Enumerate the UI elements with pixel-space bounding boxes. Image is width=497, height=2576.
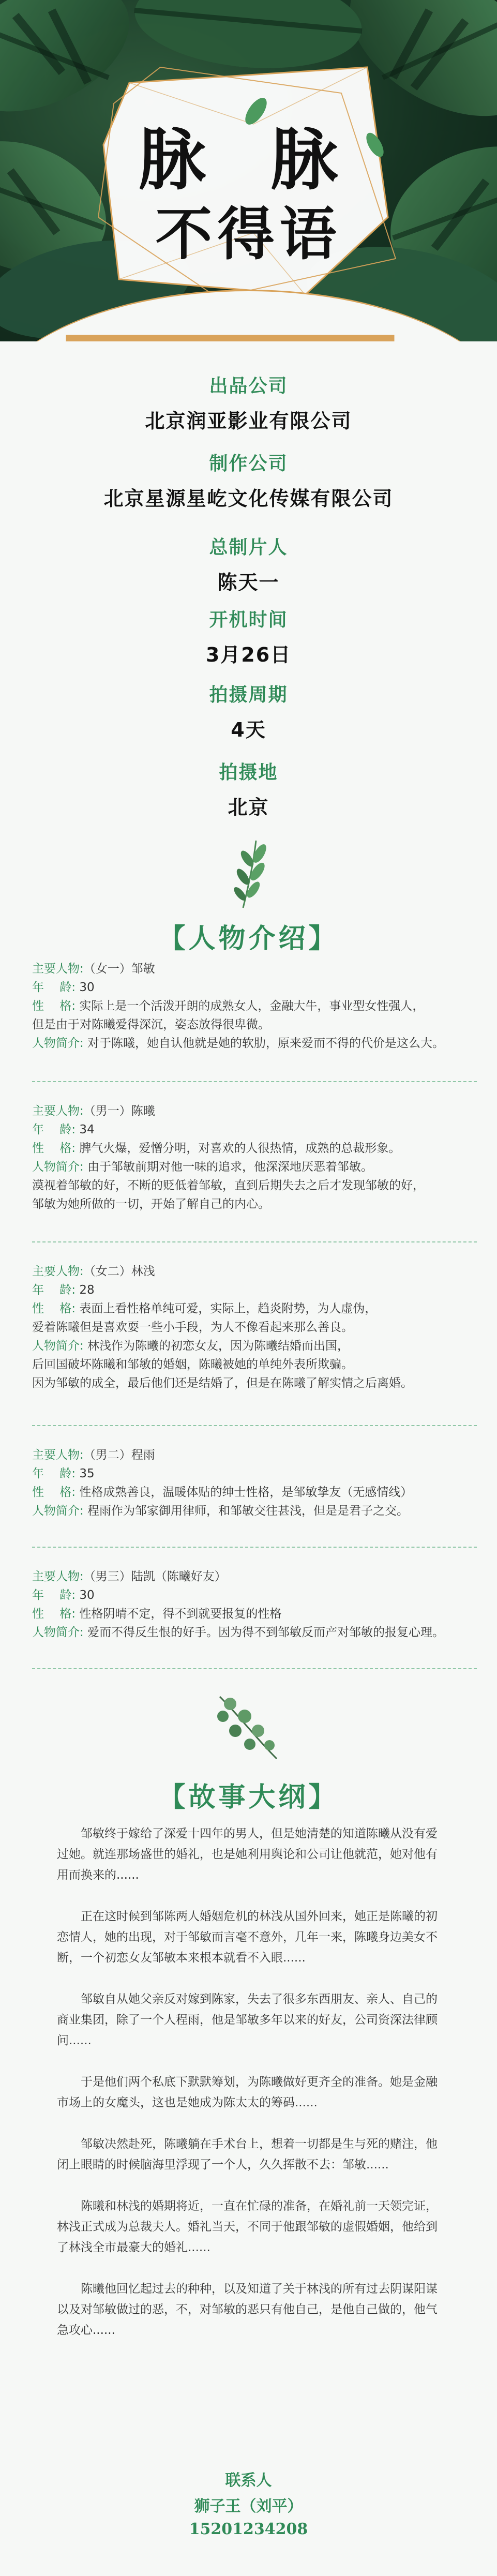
credit-production-company — [0, 371, 497, 433]
story-paragraph: 陈曦和林浅的婚期将近，一直在忙碌的准备，在婚礼前一天领完证，林浅正式成为总裁夫人。婚礼当天，不同于他跟邹敏的虚假婚姻，他给到了林浅全市最豪大的婚礼...... — [57, 2199, 438, 2254]
story-paragraph: 邹敏自从她父亲反对嫁到陈家，失去了很多东西朋友、亲人、自己的商业集团，除了一个人程雨，他是邹敏多年以来的好友，公司资深法律顾问...... — [57, 1993, 438, 2047]
story-paragraph: 于是他们两个私底下默默筹划，为陈曦做好更齐全的准备。她是金融市场上的女魔头，这也是她成为陈太太的筹码...... — [57, 2075, 438, 2109]
contact-phone[interactable]: 15201234208 — [189, 2520, 308, 2538]
credit-shoot-duration — [0, 680, 497, 742]
credit-label: 制作公司 — [209, 453, 288, 474]
credit-value: 北京 — [228, 796, 269, 819]
credit-value: 4天 — [231, 718, 266, 741]
leaf-sprig-icon — [228, 838, 274, 910]
credit-label: 总制片人 — [209, 537, 288, 558]
credit-producer-company — [0, 449, 497, 511]
poster-title-line1: 脉 脉 — [138, 120, 359, 199]
poster-title-line2: 不得语 — [155, 201, 342, 267]
section-divider — [32, 1425, 477, 1426]
credit-label: 出品公司 — [209, 376, 288, 397]
character-card-lu-kai: 主要人物:（男三）陆凯（陈曦好友） 年 龄: 30 性 格: 性格阴晴不定，得不到就要报复的性格 人物简介: 爱而不得反生恨的好手。因为得不到邹敏反而产对邹敏的报复心理。 — [32, 1570, 445, 1639]
credit-value: 北京星源星屹文化传媒有限公司 — [103, 487, 394, 510]
section-divider — [32, 1547, 477, 1548]
credit-value: 3月26日 — [205, 643, 292, 666]
eucalyptus-sprig-icon — [209, 1691, 287, 1764]
credit-value: 陈天一 — [217, 571, 280, 594]
credit-location — [0, 758, 497, 820]
hero-banner — [0, 0, 497, 341]
character-card-chen-xi: 主要人物:（男一）陈曦 年 龄: 34 性 格: 脾气火爆，爱憎分明，对喜欢的人很热情，成熟的总裁形象。 人物简介: 由于邹敏前期对他一味的追求，他深深地厌恶着邹敏。 漠视着邹敏的好，不断的贬低着邹敏，直到后期失去之后才发现邹敏的好， 邹敏为她所做的一切，开始了解自己的内心。 — [32, 1104, 425, 1211]
story-paragraph: 正在这时候到邹陈两人婚姻危机的林浅从国外回来，她正是陈曦的初恋情人，她的出现，对于邹敏而言毫不意外，几年一来，陈曦身边美女不断，一个初恋女友邹敏本来根本就看不入眼...... — [57, 1910, 438, 1965]
section-divider — [32, 1668, 477, 1669]
story-section-title: 【故事大纲】 — [158, 1782, 339, 1813]
story-paragraph: 邹敏决然赴死，陈曦躺在手术台上，想着一切都是生与死的赌注，他闭上眼睛的时候脑海里浮现了一个人，久久挥散不去：邹敏...... — [57, 2137, 438, 2171]
section-divider — [32, 1081, 477, 1082]
credit-value: 北京润亚影业有限公司 — [145, 410, 352, 432]
credit-executive-producer — [0, 533, 497, 595]
story-synopsis — [57, 1823, 445, 2361]
character-card-cheng-yu: 主要人物:（男二）程雨 年 龄: 35 性 格: 性格成熟善良，温暖体贴的绅士性格，是邹敏挚友（无感情线） 人物简介: 程雨作为邹家御用律师，和邹敏交往甚浅，但是是君子之交。 — [32, 1448, 413, 1518]
credit-label: 拍摄周期 — [209, 684, 288, 706]
characters-section-title: 【人物介绍】 — [158, 923, 339, 954]
credit-label: 拍摄地 — [219, 762, 278, 783]
story-paragraph: 陈曦他回忆起过去的种种，以及知道了关于林浅的所有过去阴谋阳谋以及对邹敏做过的恶，不，对邹敏的恶只有他自己，是他自己做的，他气急攻心...... — [57, 2282, 438, 2337]
credit-start-date — [0, 605, 497, 667]
contact-name: 狮子王（刘平） — [194, 2497, 303, 2515]
story-paragraph: 邹敏终于嫁给了深爱十四年的男人，但是她清楚的知道陈曦从没有爱过她。就连那场盛世的婚礼，也是她利用舆论和公司让他就范，她对他有用而换来的...... — [57, 1827, 438, 1882]
character-card-lin-qian: 主要人物:（女二）林浅 年 龄: 28 性 格: 表面上看性格单纯可爱，实际上，趋炎附势，为人虚伪， 爱着陈曦但是喜欢耍一些小手段，为人不像看起来那么善良。 人物简介: 林浅作为陈曦的初恋女友，因为陈曦结婚而出国， 后回国破坏陈曦和邹敏的婚姻，陈曦被她的单纯外表所欺骗。 因为邹敏的成全，最后他们还是结婚了，但是在陈曦了解实情之后离婚。 — [32, 1265, 413, 1390]
credit-label: 开机时间 — [209, 609, 288, 631]
section-divider — [32, 1241, 477, 1242]
contact-title: 联系人 — [225, 2472, 272, 2490]
character-card-zou-min: 主要人物:（女一）邹敏 年 龄: 30 性 格: 实际上是一个活泼开朗的成熟女人，金融大牛，事业型女性强人， 但是由于对陈曦爱得深沉，姿态放得很卑微。 人物简介: 对于陈曦，她自认他就是她的软肋，原来爱而不得的代价是这么大。 — [32, 962, 445, 1050]
